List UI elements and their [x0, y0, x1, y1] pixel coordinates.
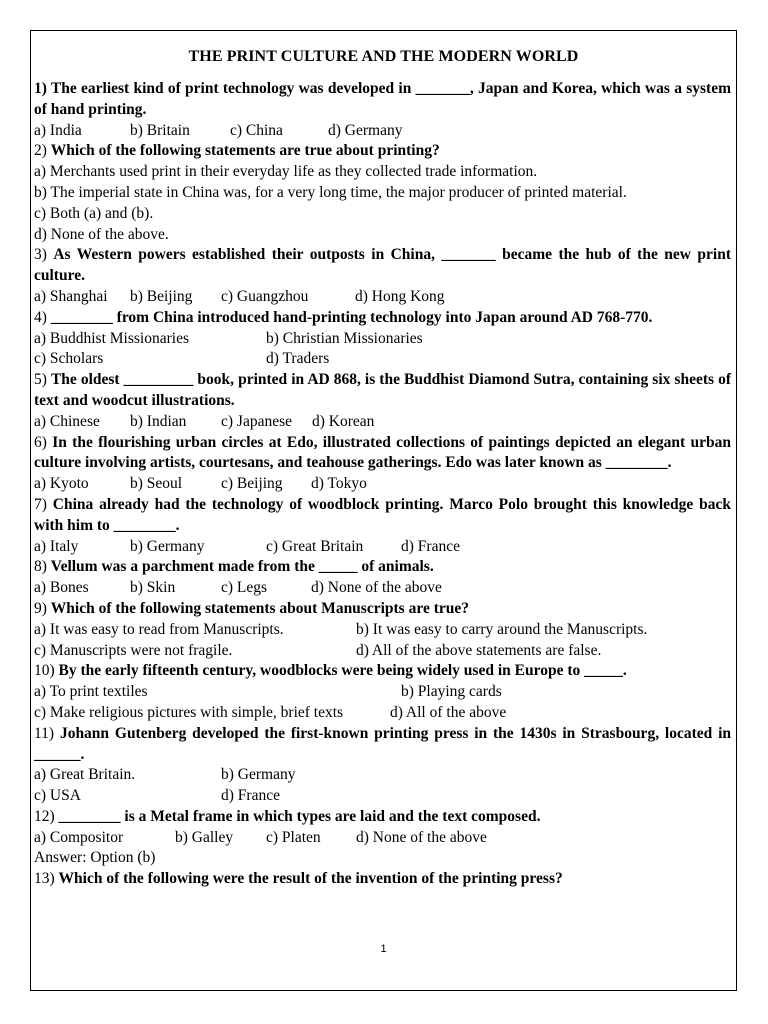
question-9-options-row2 — [34, 641, 731, 662]
option: c) Great Britain — [266, 537, 364, 555]
question-5: 5) The oldest _________ book, printed in AD 868, is the Buddhist Diamond Sutra, containing six sheets of text and woodcut illustrations. — [34, 371, 731, 409]
option: d) Traders — [266, 350, 330, 368]
option: d) Hong Kong — [355, 287, 445, 305]
question-2-option-c: c) Both (a) and (b). — [34, 204, 154, 222]
option: c) Scholars — [34, 350, 104, 368]
question-7-options — [34, 537, 731, 558]
question-2: 2) Which of the following statements are true about printing? — [34, 142, 440, 160]
question-list — [34, 79, 731, 890]
option: d) None of the above — [311, 579, 442, 597]
option: c) Beijing — [221, 475, 283, 493]
question-8: 8) Vellum was a parchment made from the _____ of animals. — [34, 558, 434, 576]
question-4-options-row2 — [34, 349, 731, 370]
question-6-options — [34, 474, 731, 495]
option: a) Kyoto — [34, 475, 89, 493]
question-10-options-row1 — [34, 682, 731, 703]
option: d) Germany — [328, 121, 403, 139]
question-3: 3) As Western powers established their outposts in China, _______ became the hub of the new print culture. — [34, 246, 731, 285]
option: a) To print textiles — [34, 683, 148, 701]
question-7: 7) China already had the technology of woodblock printing. Marco Polo brought this knowledge back with him to ________. — [34, 495, 732, 534]
option: d) Korean — [312, 412, 375, 430]
option: c) Guangzhou — [221, 287, 309, 305]
option: b) It was easy to carry around the Manuscripts. — [356, 620, 648, 638]
option: b) Playing cards — [401, 683, 502, 701]
question-4: 4) ________ from China introduced hand-printing technology into Japan around AD 768-770. — [34, 308, 653, 326]
option: a) Great Britain. — [34, 766, 136, 784]
option: a) Compositor — [34, 828, 124, 846]
question-2-option-a: a) Merchants used print in their everyday life as they collected trade information. — [34, 163, 538, 181]
question-10-options-row2 — [34, 703, 731, 724]
option: b) Beijing — [130, 287, 193, 305]
page-title: THE PRINT CULTURE AND THE MODERN WORLD — [188, 48, 579, 65]
option: c) China — [230, 121, 283, 139]
option: b) Germany — [221, 766, 296, 784]
question-6: 6) In the flourishing urban circles at Edo, illustrated collections of paintings depicted an elegant urban culture involving artists, courtesans, and teahouse gatherings. Edo was later known as ________. — [34, 433, 731, 472]
option: b) Galley — [175, 828, 234, 846]
option: b) Indian — [130, 412, 187, 430]
option: c) USA — [34, 787, 81, 805]
question-1-options — [34, 121, 731, 142]
question-1: 1) The earliest kind of print technology was developed in _______, Japan and Korea, which was a system of hand printing. — [34, 80, 731, 118]
question-2-option-b: b) The imperial state in China was, for a very long time, the major producer of printed material. — [34, 183, 627, 201]
question-10: 10) By the early fifteenth century, woodblocks were being widely used in Europe to _____. — [34, 662, 627, 680]
option: a) It was easy to read from Manuscripts. — [34, 620, 284, 638]
question-11-options-row2 — [34, 786, 731, 807]
question-8-options — [34, 578, 731, 599]
question-2-option-d: d) None of the above. — [34, 225, 169, 243]
option: c) Legs — [221, 579, 268, 597]
option: a) Chinese — [34, 412, 100, 430]
question-13: 13) Which of the following were the result of the invention of the printing press? — [34, 870, 563, 888]
option: a) India — [34, 121, 82, 139]
option: c) Platen — [266, 828, 321, 846]
option: b) Skin — [130, 579, 176, 597]
question-12-answer: Answer: Option (b) — [34, 849, 156, 867]
question-3-options — [34, 287, 731, 308]
document-page — [30, 30, 737, 991]
question-4-options-row1 — [34, 329, 731, 350]
option: b) Seoul — [130, 475, 183, 493]
question-5-options — [34, 412, 731, 433]
question-12: 12) ________ is a Metal frame in which types are laid and the text composed. — [34, 807, 541, 825]
question-12-options — [34, 828, 731, 849]
option: d) Tokyo — [311, 475, 367, 493]
option: c) Manuscripts were not fragile. — [34, 641, 233, 659]
option: a) Buddhist Missionaries — [34, 329, 189, 347]
option: c) Japanese — [221, 412, 292, 430]
page-number: 1 — [380, 943, 387, 955]
option: c) Make religious pictures with simple, brief texts — [34, 703, 344, 721]
option: d) All of the above — [390, 703, 507, 721]
option: b) Britain — [130, 121, 190, 139]
option: b) Germany — [130, 537, 205, 555]
option: d) France — [221, 787, 280, 805]
option: a) Italy — [34, 537, 79, 555]
option: d) France — [401, 537, 460, 555]
option: a) Bones — [34, 579, 89, 597]
question-9: 9) Which of the following statements about Manuscripts are true? — [34, 599, 469, 617]
option: d) All of the above statements are false. — [356, 641, 602, 659]
option: b) Christian Missionaries — [266, 329, 423, 347]
question-11: 11) Johann Gutenberg developed the first-known printing press in the 1430s in Strasbourg, located in ______. — [34, 724, 732, 763]
option: a) Shanghai — [34, 287, 108, 305]
option: d) None of the above — [356, 828, 487, 846]
question-9-options-row1 — [34, 620, 731, 641]
question-11-options-row1 — [34, 765, 731, 786]
